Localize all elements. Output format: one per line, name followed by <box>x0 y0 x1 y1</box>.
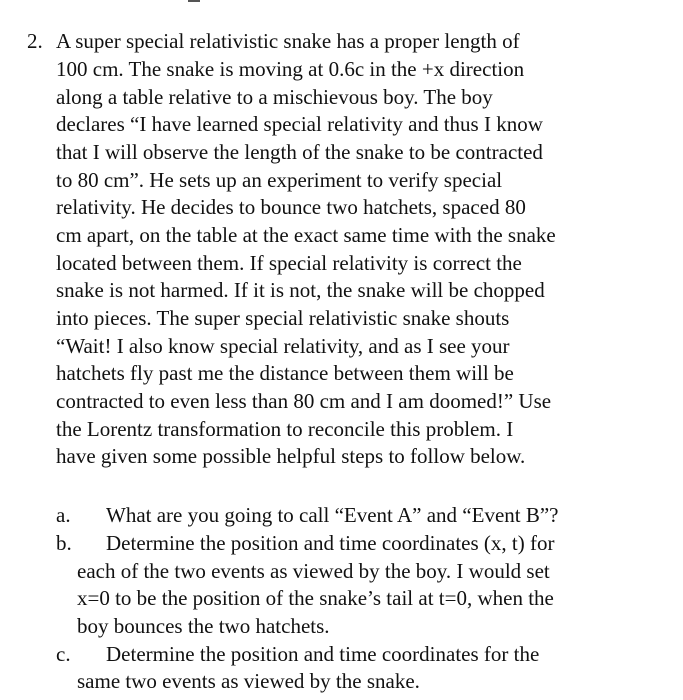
problem-text-line: A super special relativistic snake has a proper length of <box>56 29 520 53</box>
problem-number: 2. <box>27 29 43 53</box>
step-a-marker: a. <box>56 503 71 527</box>
problem-text-line: contracted to even less than 80 cm and I am doomed!” Use <box>56 389 552 413</box>
problem-text-line: cm apart, on the table at the exact same time with the snake <box>56 223 556 247</box>
step-b-marker: b. <box>56 531 72 555</box>
step-b-line: Determine the position and time coordinates (x, t) for <box>106 531 555 555</box>
problem-text-line: relativity. He decides to bounce two hatchets, spaced 80 <box>56 195 526 219</box>
problem-text-line: snake is not harmed. If it is not, the snake will be chopped <box>56 278 545 302</box>
problem-text-line: located between them. If special relativity is correct the <box>56 251 522 275</box>
problem-text-line: hatchets fly past me the distance between them will be <box>56 361 514 385</box>
cropped-previous-content <box>0 0 683 10</box>
problem-text-line: 100 cm. The snake is moving at 0.6c in the +x direction <box>56 57 525 81</box>
step-b-line: each of the two events as viewed by the boy. I would set <box>77 559 550 583</box>
problem-text-line: “Wait! I also know special relativity, and as I see your <box>56 334 510 358</box>
problem-text-line: into pieces. The super special relativistic snake shouts <box>56 306 510 330</box>
step-c-marker: c. <box>56 642 71 666</box>
step-b-line: x=0 to be the position of the snake’s tail at t=0, when the <box>77 586 554 610</box>
problem-text-line: declares “I have learned special relativity and thus I know <box>56 112 543 136</box>
step-a-line: What are you going to call “Event A” and “Event B”? <box>106 503 559 527</box>
problem-text-line: that I will observe the length of the snake to be contracted <box>56 140 543 164</box>
step-b-line: boy bounces the two hatchets. <box>77 614 330 638</box>
step-c-line: same two events as viewed by the snake. <box>77 669 420 693</box>
cropped-text-fragment <box>188 0 200 2</box>
problem-text-line: to 80 cm”. He sets up an experiment to verify special <box>56 168 503 192</box>
problem-text-line: along a table relative to a mischievous boy. The boy <box>56 85 493 109</box>
step-c-line: Determine the position and time coordinates for the <box>106 642 540 666</box>
problem-text-line: the Lorentz transformation to reconcile this problem. I <box>56 417 514 441</box>
problem-text-line: have given some possible helpful steps to follow below. <box>56 444 526 468</box>
